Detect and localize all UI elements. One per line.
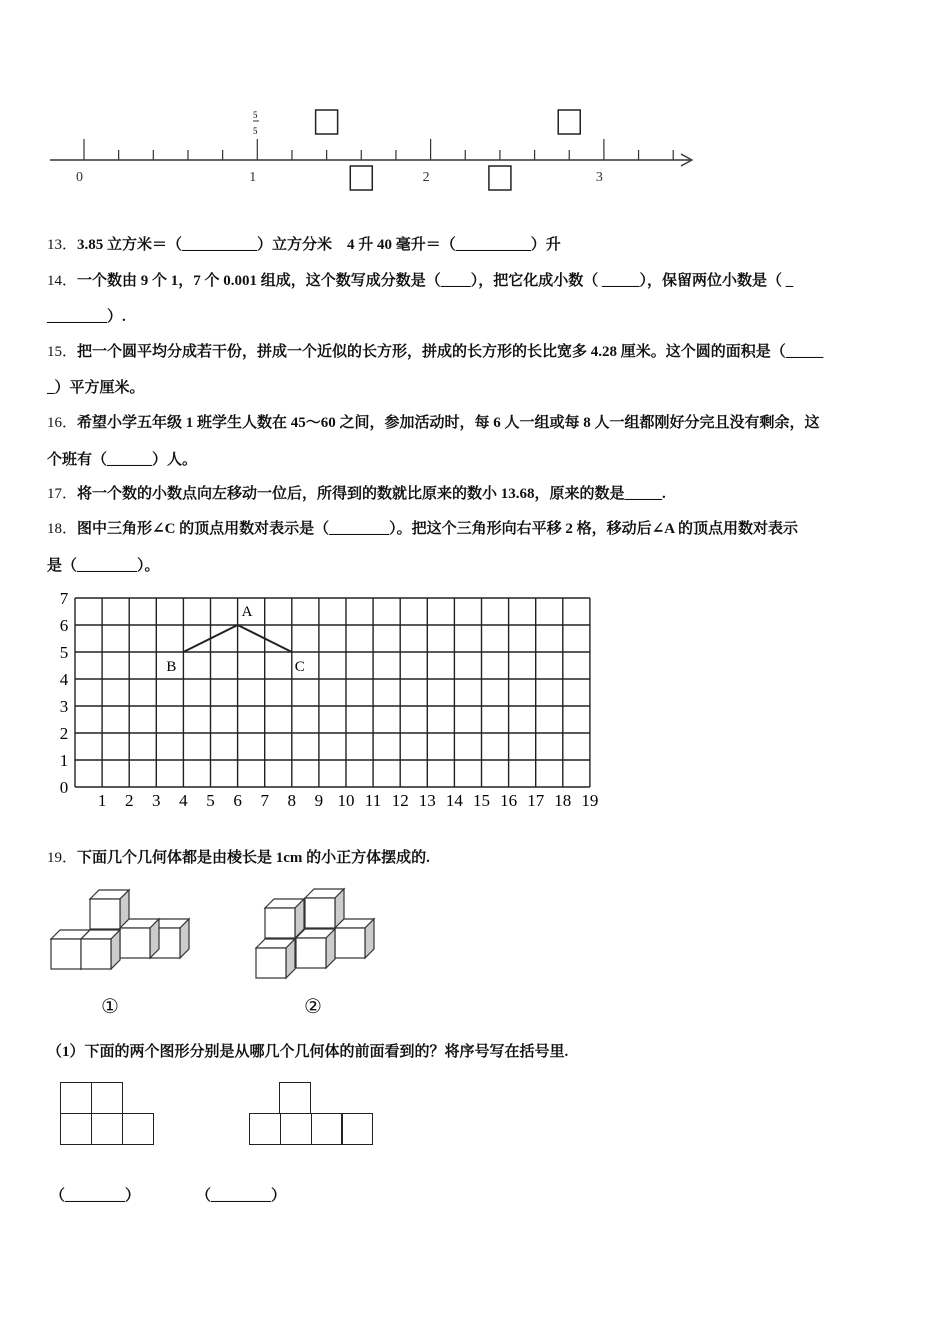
question-text: ________）. (47, 309, 126, 325)
solid-figures (40, 880, 400, 990)
question-number: 18． (47, 521, 78, 537)
question-number: 14． (47, 273, 78, 289)
y-tick-label: 4 (59, 670, 69, 689)
vertex-label-A: A (241, 604, 253, 620)
question-q19-1-line (47, 1042, 568, 1062)
cube (265, 899, 304, 938)
cube (81, 930, 120, 969)
question-text: 将一个数的小数点向左移动一位后，所得到的数就比原来的数小 13.68，原来的数是_____. (77, 486, 666, 502)
question-text: 希望小学五年级 1 班学生人数在 45～60 之间，参加活动时，每 6 人一组或每 8 人一组都刚好分完且没有剩余，这 (77, 415, 820, 431)
answer-blank-2[interactable]: （________） (196, 1188, 287, 1204)
cube (256, 939, 295, 978)
x-tick-label: 5 (206, 791, 215, 810)
answer-blank-1[interactable]: （________） (50, 1188, 141, 1204)
fraction-denominator: 5 (253, 126, 258, 136)
x-tick-label: 17 (527, 791, 545, 810)
question-text: _）平方厘米。 (47, 380, 145, 396)
y-tick-label: 5 (59, 643, 69, 662)
cube-front (90, 899, 120, 929)
y-tick-label: 2 (59, 724, 69, 743)
x-tick-label: 4 (179, 791, 188, 810)
question-number: 16． (47, 415, 78, 431)
cube-front (296, 938, 326, 968)
question-text: （1）下面的两个图形分别是从哪几个几何体的前面看到的？将序号写在括号里. (47, 1044, 569, 1060)
cube-front (335, 928, 365, 958)
x-tick-label: 2 (124, 791, 134, 810)
cube-front (81, 939, 111, 969)
tick-label: 0 (76, 170, 83, 185)
cube-front (265, 908, 295, 938)
cube (305, 889, 344, 928)
cube-front (256, 948, 286, 978)
question-text: 把一个圆平均分成若干份，拼成一个近似的长方形，拼成的长方形的长比宽多 4.28 厘米。这个圆的面积是（_____ (77, 344, 824, 360)
y-tick-label: 0 (59, 778, 69, 797)
x-tick-label: 14 (445, 791, 463, 810)
x-tick-label: 13 (418, 791, 436, 810)
cube (296, 929, 335, 968)
question-number: 15． (47, 344, 78, 360)
cube (120, 919, 159, 958)
question-text: 是（________）。 (47, 558, 160, 574)
solid-label-2: ② (304, 996, 322, 1018)
tick-label: 1 (249, 170, 257, 185)
fraction-numerator: 5 (253, 110, 258, 120)
cube-front (120, 928, 150, 958)
x-tick-label: 18 (554, 791, 572, 810)
x-tick-label: 3 (152, 791, 161, 810)
x-tick-label: 10 (337, 791, 355, 810)
tick-label: 3 (595, 170, 603, 185)
x-tick-label: 15 (473, 791, 490, 810)
vertex-label-B: B (166, 659, 177, 675)
x-tick-label: 9 (314, 791, 324, 810)
question-text: 图中三角形∠C 的顶点用数对表示是（________）。把这个三角形向右平移 2 格，移动后∠A 的顶点用数对表示 (77, 521, 798, 537)
x-tick-label: 19 (581, 791, 599, 810)
x-tick-label: 12 (391, 791, 409, 810)
question-q19-line (47, 848, 430, 868)
cube-front (305, 898, 335, 928)
y-tick-label: 6 (59, 616, 69, 635)
question-text: 3.85 立方米＝（__________）立方分米 4 升 40 毫升＝（__________）升 (77, 237, 561, 253)
y-tick-label: 1 (59, 751, 69, 770)
vertex-label-C: C (294, 659, 305, 675)
question-number: 19． (47, 850, 78, 866)
y-tick-label: 3 (59, 697, 69, 716)
x-tick-label: 16 (500, 791, 518, 810)
y-tick-label: 7 (59, 589, 69, 608)
cube (335, 919, 374, 958)
cube (90, 890, 129, 929)
tick-label: 2 (422, 170, 430, 185)
x-tick-label: 8 (287, 791, 297, 810)
cube-front (51, 939, 81, 969)
x-tick-label: 7 (260, 791, 269, 810)
question-number: 13． (47, 237, 78, 253)
x-tick-label: 6 (233, 791, 242, 810)
x-tick-label: 1 (97, 791, 107, 810)
question-text: 个班有（______）人。 (47, 452, 198, 468)
x-tick-label: 11 (364, 791, 382, 810)
question-text: 下面几个几何体都是由棱长是 1cm 的小正方体摆成的. (77, 850, 430, 866)
question-text: 一个数由 9 个 1，7 个 0.001 组成，这个数写成分数是（____），把它化成小数（ _____），保留两位小数是（ _ (77, 273, 794, 289)
question-number: 17． (47, 486, 78, 502)
solid-label-1: ① (101, 996, 119, 1018)
